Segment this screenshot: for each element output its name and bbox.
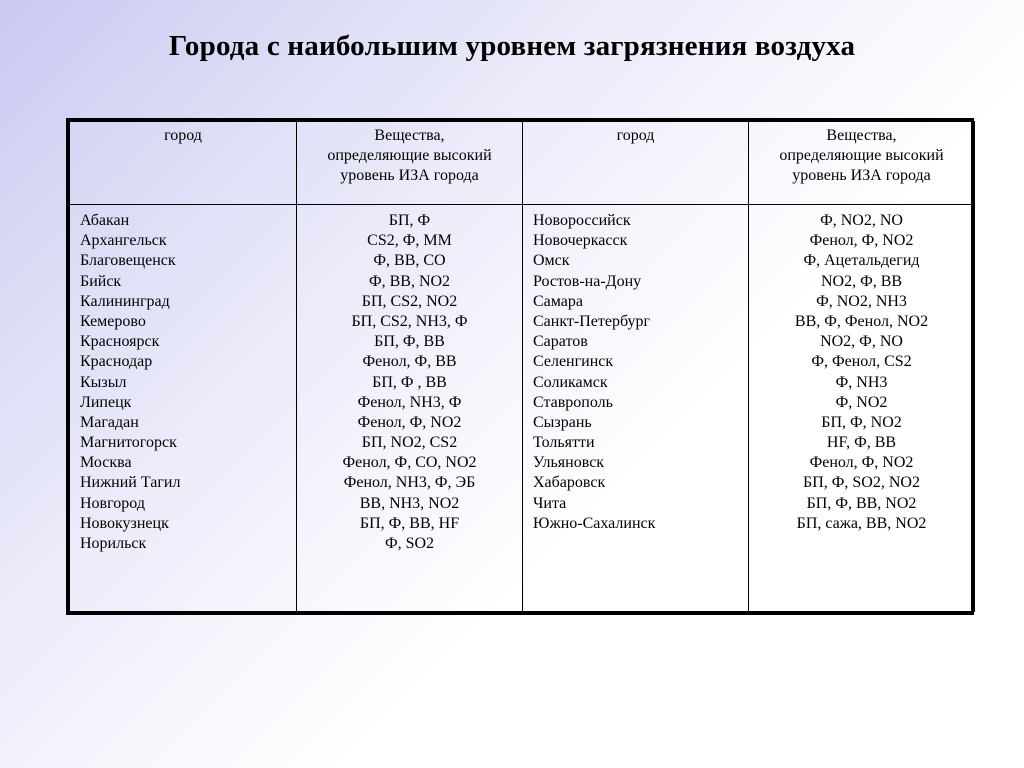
substances-entry: Фенол, Ф, NO2 (809, 454, 914, 472)
pollution-table-grid (69, 121, 975, 612)
header-line: определяющие высокий (779, 147, 944, 164)
city-name: Соликамск (533, 373, 608, 391)
city-name: Ульяновск (533, 454, 605, 472)
substances-entry: БП, Ф, ВВ (374, 333, 445, 351)
header-line: Вещества, (374, 127, 445, 144)
substances-entry: БП, Ф, ВВ, NO2 (806, 494, 917, 512)
substances-entry: ВВ, Ф, Фенол, NO2 (794, 312, 929, 330)
city-name: Новороссийск (533, 212, 631, 229)
city-name: Новочеркасск (533, 232, 628, 250)
cities-right-column (523, 205, 749, 612)
substances-entry: БП, NO2, CS2 (361, 434, 458, 452)
header-line: город (616, 127, 655, 144)
city-name: Москва (80, 454, 132, 472)
substances-entry: CS2, Ф, ММ (367, 232, 452, 250)
city-name: Новгород (80, 494, 145, 512)
substances-entry: Ф, ВВ, NO2 (368, 272, 451, 290)
substances-entry: БП, Ф, NO2 (821, 413, 902, 431)
table-body-row (70, 205, 975, 612)
slide-title: Города с наибольшим уровнем загрязнения воздуха (168, 30, 856, 62)
substances-entry: Фенол, Ф, ВВ (362, 353, 457, 371)
city-name: Магнитогорск (80, 434, 177, 452)
substances-entry: БП, Ф, SO2, NO2 (803, 474, 920, 492)
city-name: Самара (533, 292, 583, 310)
header-line: город (164, 127, 202, 144)
table-header-row (70, 122, 975, 205)
substances-entry: Фенол, Ф, NO2 (809, 232, 914, 250)
city-name: Норильск (80, 535, 147, 552)
header-substances-left (297, 122, 523, 205)
city-name: Омск (533, 252, 570, 270)
pollution-table (66, 118, 974, 615)
substances-entry: БП, CS2, NO2 (361, 292, 458, 310)
substances-entry: БП, CS2, NH3, Ф (351, 312, 468, 330)
city-name: Кызыл (80, 373, 127, 391)
city-name: Магадан (80, 413, 139, 431)
city-name: Новокузнецк (80, 514, 169, 532)
city-name: Калининград (80, 292, 170, 310)
substances-entry: БП, Ф, ВВ, HF (359, 514, 460, 532)
city-name: Благовещенск (80, 252, 176, 270)
substances-entry: Ф, NO2, NO (820, 212, 903, 229)
city-name: Санкт-Петербург (533, 312, 651, 330)
header-line: уровень ИЗА города (792, 167, 931, 184)
header-line: уровень ИЗА города (340, 167, 479, 184)
city-name: Тольятти (533, 434, 595, 452)
substances-right-column (749, 205, 975, 612)
substances-entry: Ф, SO2 (384, 535, 435, 552)
city-name: Хабаровск (533, 474, 606, 492)
city-name: Ставрополь (533, 393, 613, 411)
substances-entry: NO2, Ф, ВВ (820, 272, 903, 290)
substances-entry: Ф, NO2 (835, 393, 888, 411)
substances-entry: БП, сажа, ВВ, NO2 (796, 514, 927, 532)
substances-entry: Ф, ВВ, СО (373, 252, 446, 270)
city-name: Красноярск (80, 333, 160, 351)
substances-entry: БП, Ф , ВВ (372, 373, 447, 391)
city-name: Архангельск (80, 232, 167, 250)
header-line: определяющие высокий (327, 147, 492, 164)
substances-entry: Ф, Фенол, CS2 (811, 353, 912, 371)
substances-left-column (297, 205, 523, 612)
city-name: Бийск (80, 272, 122, 290)
substances-entry: Ф, NH3 (835, 373, 888, 391)
city-name: Краснодар (80, 353, 153, 371)
header-city-right (523, 122, 749, 205)
substances-entry: NO2, Ф, NO (820, 333, 903, 351)
substances-entry: БП, Ф (388, 212, 431, 229)
substances-entry: HF, Ф, ВВ (826, 434, 897, 452)
city-name: Селенгинск (533, 353, 614, 371)
city-name: Абакан (80, 212, 130, 229)
city-name: Кемерово (80, 312, 146, 330)
city-name: Липецк (80, 393, 132, 411)
city-name: Сызрань (533, 413, 592, 431)
substances-entry: Фенол, NH3, Ф, ЭБ (343, 474, 476, 492)
cities-left-column (70, 205, 297, 612)
substances-entry: Фенол, Ф, СО, NO2 (342, 454, 477, 472)
city-name: Чита (533, 494, 567, 512)
substances-entry: Ф, Ацетальдегид (803, 252, 920, 270)
substances-entry: Фенол, Ф, NO2 (357, 413, 462, 431)
substances-entry: Фенол, NH3, Ф (357, 393, 462, 411)
header-line: Вещества, (826, 127, 897, 144)
substances-entry: ВВ, NH3, NO2 (359, 494, 460, 512)
header-substances-right (749, 122, 975, 205)
city-name: Южно-Сахалинск (533, 514, 656, 532)
city-name: Нижний Тагил (80, 474, 181, 492)
substances-entry: Ф, NO2, NH3 (816, 292, 907, 310)
city-name: Саратов (533, 333, 588, 351)
header-city-left (70, 122, 297, 205)
city-name: Ростов-на-Дону (533, 272, 642, 290)
